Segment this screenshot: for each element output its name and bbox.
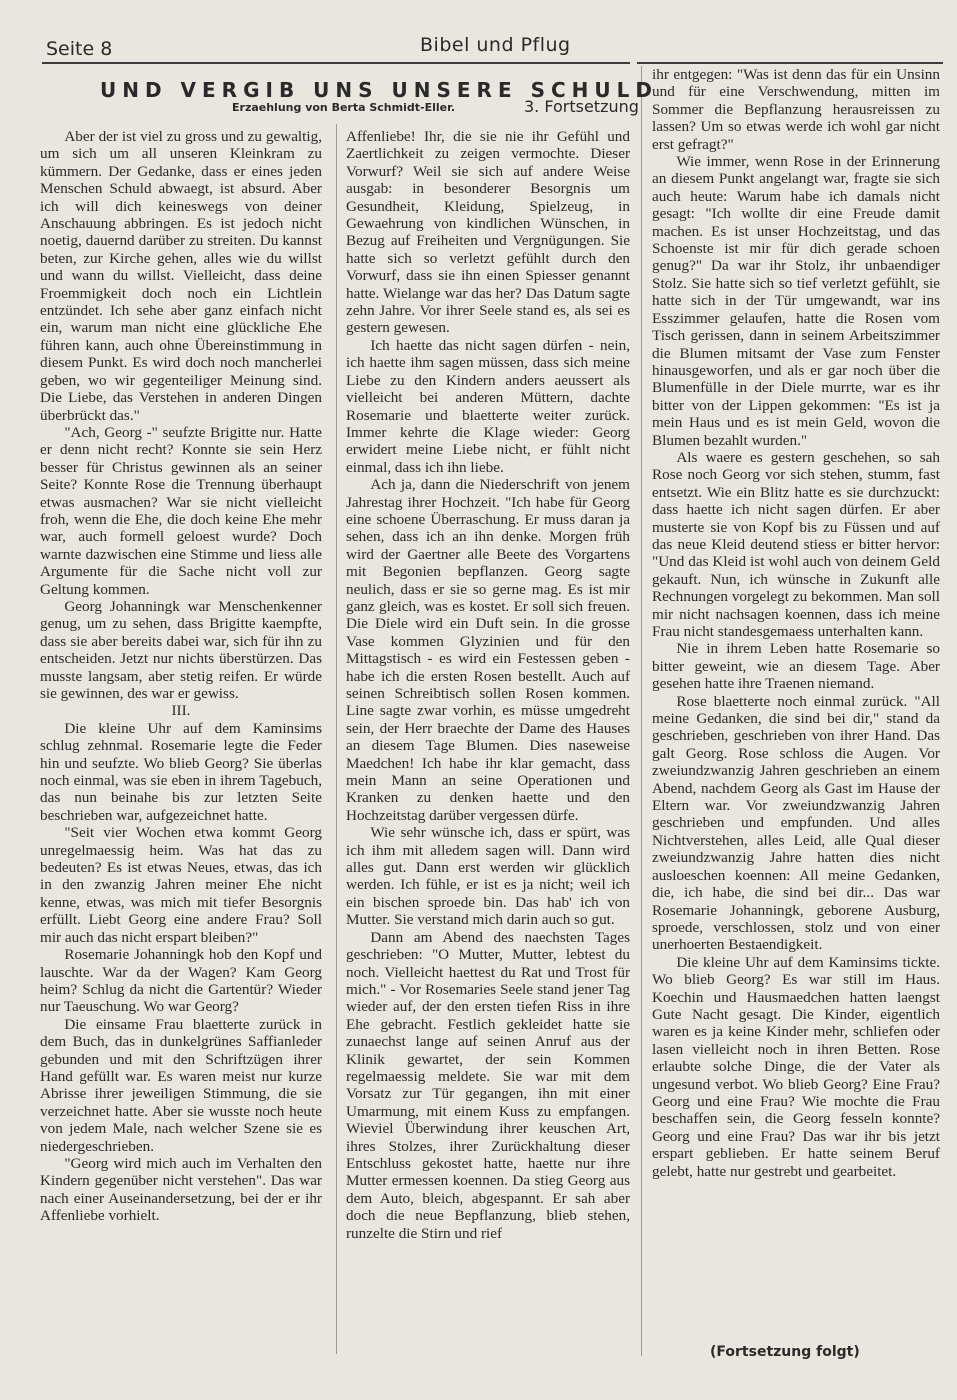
header-rule-left <box>42 62 630 64</box>
text-column-1 <box>40 128 322 1225</box>
paragraph: Wie sehr wünsche ich, dass er spürt, was ich ihm mit alledem sagen will. Dann wird alles gut. Dann erst werden wir glücklich werden. Ich fühle, er ist es ja nicht; weil ich ein bischen sproede bin. Das hab' ich von Mutter. Sie verstand mich darin auch so gut. <box>346 824 630 929</box>
paragraph: "Georg wird mich auch im Verhalten den Kindern gegenüber nicht verstehen". Das war nach einer Auseinandersetzung, bei der er ihr Affenliebe vorhielt. <box>40 1154 322 1225</box>
paragraph: Ich haette das nicht sagen dürfen - nein, ich haette ihm sagen müssen, dass sich meine Liebe zu den Kindern anders aeussert als vielleicht bei anderen Müttern, dachte Rosemarie und blaetterte weiter zurück. Immer kehrte die Klage wieder: Georg erwidert meine Liebe nicht, er fühlt nicht einmal, dass ich ihn liebe. <box>346 336 630 476</box>
paragraph: "Ach, Georg -" seufzte Brigitte nur. Hatte er denn nicht recht? Konnte sie sein Herz besser für Christus gewinnen als an seiner Seite? Konnte Rose die Trennung überhaupt etwas ausmachen? War sie nicht vielleicht froh, wenn die Ehe, die doch keine Ehe mehr war, auch formell geloest wurde? Doch warnte dazwischen eine Stimme und liess alle Argumente für die Sache nicht voll zur Geltung kommen. <box>40 423 322 598</box>
article-title: UND VERGIB UNS UNSERE SCHULD <box>100 78 658 102</box>
text-column-3 <box>652 66 940 1180</box>
paragraph: Die einsame Frau blaetterte zurück in dem Buch, das in dunkelgrünes Saffianleder gebunden und mit den Schriftzügen ihrer Hand gefüllt war. Es waren meist nur kurze Abrisse ihrer jeweiligen Stimmung, die sie verzeichnet hatte. Aber sie wusste noch heute von jedem Male, nach welcher Szene sie es niedergeschrieben. <box>40 1015 322 1155</box>
article-author: Erzaehlung von Berta Schmidt-Eller. <box>232 101 456 114</box>
paragraph: ihr entgegen: "Was ist denn das für ein Unsinn und für eine Verschwendung, mitten im Sommer die Bepflanzung herausreissen zu lassen? Um so etwas werde ich wohl gar nicht erst gefragt?" <box>652 66 940 153</box>
publication-title: Bibel und Pflug <box>420 34 571 56</box>
paragraph: Rosemarie Johanningk hob den Kopf und lauschte. War da der Wagen? Kam Georg heim? Schlug da nicht die Gartentür? Wieder nur Taeuschung. Wo war Georg? <box>40 946 322 1016</box>
paragraph: Als waere es gestern geschehen, so sah Rose noch Georg vor sich stehen, stumm, fast entsetzt. Wie ein Blitz hatte es sie durchzuckt: dass haette ich nicht sagen dürfen. Er aber musterte sie von Kopf bis zu Füssen und auf das neue Kleid deutend stiess er bitter hervor: "Und das Kleid ist wohl auch von deinem Geld gekauft. Nun, ich wünsche in Zukunft alle Rechnungen vorgelegt zu bekommen. Man soll mir nicht nachsagen koennen, dass ich meine Frau nicht standesgemaess unterhalten kann. <box>652 448 940 640</box>
section-number: III. <box>171 702 191 720</box>
paragraph: Dann am Abend des naechsten Tages geschrieben: "O Mutter, Mutter, lebtest du noch. Vielleicht haettest du Rat und Trost für mich." - Vor Rosemaries Seele stand jener Tag wieder auf, der den ersten tiefen Riss in ihre Ehe gebracht. Festlich gekleidet hatte sie zunaechst lange auf seinen Anruf aus der Klinik gewartet, der sein Kommen regelmaessig meldete. Sie war mit dem Vorsatz zur Tür gegangen, ihn mit einer Umarmung, mit einem Kuss zu empfangen. Wieviel Überwindung ihrer keuschen Art, ihres Stolzes, ihrer Zurückhaltung dieser Entschluss gekostet hatte, haette nur ihre Mutter ermessen koennen. Da stieg Georg aus dem Auto, bleich, abgespannt. Er sah aber doch die neue Bepflanzung, blieb stehen, runzelte die Stirn und rief <box>346 928 630 1242</box>
column-divider-1 <box>336 124 337 1354</box>
continuation-note: (Fortsetzung folgt) <box>710 1344 860 1360</box>
paragraph: Die kleine Uhr auf dem Kaminsims tickte. Wo blieb Georg? Es war still im Haus. Koechin und Hausmaedchen hatten laengst Gute Nacht gesagt. Die Kinder, eigentlich waren es ja keine Kinder mehr, schliefen oder lasen vielleicht noch in ihren Betten. Rose erlaubte solche Dinge, die der Vater als ungesund verbot. Wo blieb Georg? Eine Frau? Georg und eine Frau? Wie mochte die Frau beschaffen sein, die Georg fesseln konnte? Georg und eine Frau? Das war ihr bis jetzt erspart geblieben. Er hatte seinem Beruf gelebt, hatte nur gestrebt und gearbeitet. <box>652 953 940 1180</box>
header-rule-right <box>637 62 943 64</box>
paragraph: "Seit vier Wochen etwa kommt Georg unregelmaessig heim. Was hat das zu bedeuten? Es ist etwas Neues, etwas, das ich in den zwanzig Jahren meiner Ehe nicht kenne, etwas, was mich mit tiefer Besorgnis erfüllt. Liebt Georg eine andere Frau? Soll mir auch das nicht erspart bleiben?" <box>40 824 322 946</box>
paragraph: Wie immer, wenn Rose in der Erinnerung an diesem Punkt angelangt war, fragte sie sich auch heute: Warum habe ich damals nicht gesagt: "Ich wollte dir eine Freude damit machen. Es ist unser Hochzeitstag, und das Schoenste ist mir für dich gerade schoen genug?" Da war ihr Stolz, ihr unbaendiger Stolz. Sie hatte sich so tief verletzt gefühlt, sie hatte sich in der Tür umgewandt, war ins Esszimmer gelaufen, hatte die Rosen vom Tisch gerissen, dann in seinem Arbeitszimmer die Blumen mitsamt der Vase zum Fenster hinausgeworfen, und als er gar noch über die Blumenfülle in der Diele murrte, war es ihr bitter von der Lippen gekommen: "Es ist ja mein Haus und es ist mein Geld, wovon die Blumen bezahlt wurden." <box>652 153 940 449</box>
column-divider-2 <box>641 66 642 1356</box>
page-number: Seite 8 <box>46 38 113 60</box>
paragraph: Aber der ist viel zu gross und zu gewaltig, um sich um all unseren Kleinkram zu kümmern. Der Gedanke, dass er eines jeden Menschen Schuld abwaegt, ist absurd. Aber ich will dich keineswegs von deiner Anschauung abbringen. Es ist jedoch nicht noetig, dauernd darüber zu streiten. Du kannst beten, zur Kirche gehen, alles wie du willst und wann du willst. Vielleicht, dass deine Froemmigkeit doch noch ein Lichtlein entzündet. Ich sehe aber ganz einfach nicht ein, warum man nicht eine glückliche Ehe führen kann, auch ohne Übereinstimmung in diesem Punkt. Es wird doch noch mancherlei geben, wo wir gegenteiliger Meinung sind. Die Liebe, das Verstehen in anderen Dingen überbrückt das." <box>40 128 322 424</box>
article-part: 3. Fortsetzung <box>524 97 639 116</box>
text-column-2 <box>346 128 630 1242</box>
paragraph: Nie in ihrem Leben hatte Rosemarie so bitter geweint, wie an diesem Tage. Aber gesehen hatte ihre Traenen niemand. <box>652 640 940 693</box>
paragraph: Affenliebe! Ihr, die sie nie ihr Gefühl und Zaertlichkeit zu zeigen vermochte. Dieser Vorwurf? Weil sie sich auf andere Weise ausgab: in besonderer Besorgnis um Gesundheit, Kleidung, Spielzeug, in Gewaehrung von kindlichen Wünschen, in Bezug auf Freiheiten und Vergnügungen. Sie hatte sich so verletzt gefühlt durch den Vorwurf, dass sie ihn einen Spiesser genannt hatte. Wielange war das her? Das Datum sagte zehn Jahre. Vor ihrer Seele stand es, als sei es gestern gewesen. <box>346 128 630 337</box>
paragraph: Ach ja, dann die Niederschrift von jenem Jahrestag ihrer Hochzeit. "Ich habe für Georg eine schoene Überraschung. Er muss daran ja sehen, dass ich an ihn denke. Morgen früh wird der Gaertner alle Beete des Vorgartens mit Begonien bepflanzen. Georg sagte neulich, dass er sie so gerne mag. Es ist mir ganz gleich, was es kostet. Er soll sich freuen. Die Diele wird ein Duft sein. In die grosse Vase kommen Glyzinien und für den Mittagstisch - es wird ein Festessen geben - habe ich die ersten Rosen bestellt. Auch auf seinen Schreibtisch sollen Rosen kommen. Line sagte zwar vorhin, es müsse umgedreht sein, der Herr braechte der Dame des Hauses an diesem Tage Blumen. Dies naseweise Maedchen! Ich habe ihr klar gemacht, dass mein Mann an seine Operationen und Kranken zu denken haette und den Hochzeitstag darüber vergessen dürfe. <box>346 476 630 824</box>
paragraph: Rose blaetterte noch einmal zurück. "All meine Gedanken, die sind bei dir," stand da geschrieben, geschrieben von ihrer Hand. Das galt Georg. Rose schloss die Augen. Vor zweiundzwanzig Jahren geschrieben an einem Abend, nachdem Georg als Gast im Hause der Eltern war. Vor zweiundzwanzig Jahren geschrieben und empfunden. Und alles Nichtverstehen, alles Leid, alle Qual dieser zweiundzwanzig Jahre hatten dies nicht ausloeschen koennen: All meine Gedanken, die, ich habe, die sind bei dir... Das war Rosemarie Johanningk, geborene Ausburg, sproede, verschlossen, stolz und von einer unerhoerten Bestaendigkeit. <box>652 692 940 954</box>
paragraph: Die kleine Uhr auf dem Kaminsims schlug zehnmal. Rosemarie legte die Feder hin und seufzte. Wo blieb Georg? Sie überlas noch einmal, was sie eben in ihrem Tagebuch, das nun beinahe bis zur letzten Seite beschrieben war, aufgezeichnet hatte. <box>40 719 322 824</box>
paragraph: Georg Johanningk war Menschenkenner genug, um zu sehen, dass Brigitte kaempfte, dass sie aber bereits dabei war, sich für ihn zu entscheiden. Jetzt nur nichts überstürzen. Das musste langsam, aber stetig reifen. Er würde sie gewinnen, des war er gewiss. <box>40 597 322 702</box>
